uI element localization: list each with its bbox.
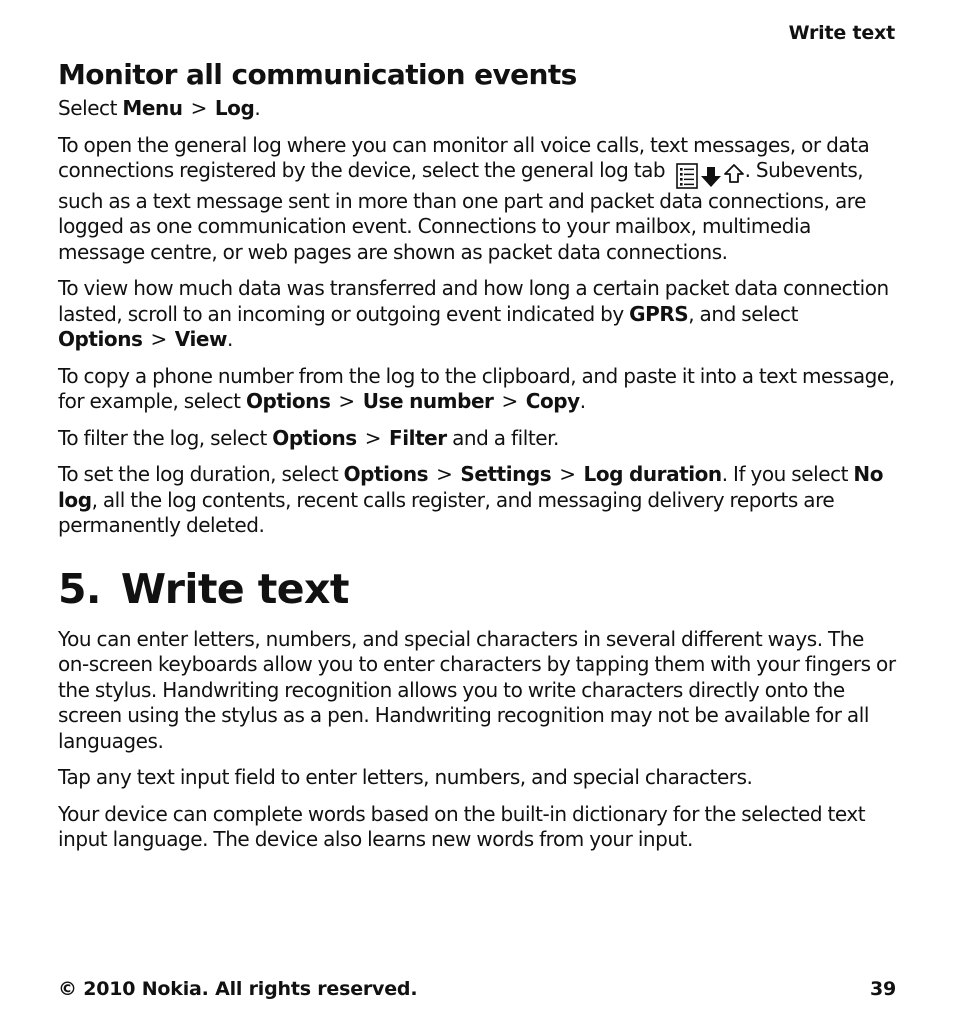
text: To view how much data was transferred and how long a certain packet data connection lasted, scroll to an incoming or outgoing event indicated by [58,276,889,326]
chapter-title [58,565,898,613]
paragraph-tap-field: Tap any text input field to enter letters, numbers, and special characters. [58,765,753,789]
menu-term: Menu [122,96,183,120]
log-duration-term: Log duration [583,462,722,486]
page-number: 39 [869,978,896,1000]
path-separator: > [364,425,382,450]
text: . [227,327,233,351]
paragraph-log-duration [58,462,898,539]
chapter-title-text: Write text [120,564,349,613]
path-separator: > [190,96,207,120]
view-term: View [174,327,228,351]
options-term: Options [343,462,429,486]
paragraph-select-menu-log [58,96,898,122]
text: To set the log duration, select [58,462,344,486]
paragraph-copy-number [58,364,898,415]
text: , and select [688,301,798,326]
path-separator: > [150,327,167,351]
page-footer [58,978,896,1000]
text: To open the general log where you can monitor all voice calls, text messages, or data connections registered by the device, select the general log tab [58,132,870,182]
log-list-icon [675,163,699,189]
settings-term: Settings [460,462,552,486]
text: . [254,96,261,120]
paragraph-packet-data [58,276,898,353]
arrow-down-icon [699,163,723,189]
options-term: Options [245,389,331,413]
use-number-term: Use number [362,389,494,413]
arrow-up-outline-icon [723,163,745,189]
paragraph-input-methods: You can enter letters, numbers, and special characters in several different ways. The on-screen keyboards allow you to enter characters by tapping them with your fingers or the stylus. Handwriting recognition allows you to write characters directly onto the screen using the stylus as a pen. Handwriting recognition may not be available for all languages. [58,626,896,753]
options-term: Options [58,327,143,351]
section-heading: Monitor all communication events [58,58,577,91]
text: Select [58,96,123,120]
text: . If you select [721,462,854,486]
log-term: Log [214,96,255,120]
no-log-term: No log [58,462,884,512]
text: To copy a phone number from the log to the clipboard, and paste it into a text message, for example, select [58,363,895,413]
options-term: Options [272,425,357,450]
path-separator: > [501,389,518,413]
text: , all the log contents, recent calls register, and messaging delivery reports are permanently deleted. [58,487,835,537]
gprs-term: GPRS [629,301,689,326]
running-header: Write text [788,22,895,44]
path-separator: > [338,389,355,413]
path-separator: > [436,462,453,486]
copy-term: Copy [525,389,580,413]
paragraph-filter-log [58,426,898,452]
text: . Subevents, such as a text message sent in more than one part and packet data connections, are logged as one communication event. Connections to your mailbox, multimedia message centre, or web pages are shown as packet data connections. [58,158,866,264]
path-separator: > [559,462,576,486]
paragraph-general-log [58,133,898,266]
page-content [58,58,898,864]
text: and a filter. [446,425,559,450]
copyright-notice: © 2010 Nokia. All rights reserved. [58,978,418,1000]
text: To filter the log, select [58,425,273,450]
filter-term: Filter [389,425,447,450]
chapter-number: 5. [58,564,101,613]
paragraph-predictive-text: Your device can complete words based on the built-in dictionary for the selected text input language. The device also learns new words from your input. [58,801,866,851]
text: . [579,389,586,413]
general-log-tab-icons [675,163,745,189]
